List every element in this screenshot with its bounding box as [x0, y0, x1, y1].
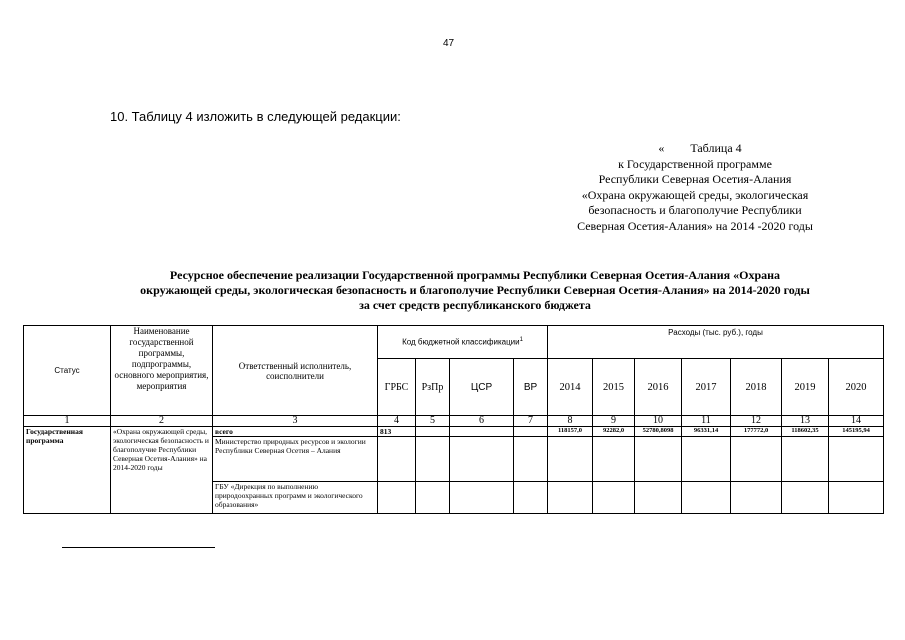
empty-cell: [514, 427, 548, 437]
header-year-2016: 2016: [635, 359, 682, 416]
value-2020: 145195,94: [829, 427, 884, 437]
empty-cell: [416, 482, 450, 514]
budget-code-label: Код бюджетной классификации: [402, 337, 520, 347]
value-2017: 96331,14: [682, 427, 731, 437]
header-grbs: ГРБС: [378, 359, 416, 416]
header-year-2018: 2018: [731, 359, 782, 416]
column-number: 9: [593, 416, 635, 427]
empty-cell: [635, 482, 682, 514]
column-number: 10: [635, 416, 682, 427]
empty-cell: [416, 427, 450, 437]
empty-cell: [593, 437, 635, 482]
value-2018: 177772,0: [731, 427, 782, 437]
header-year-2019: 2019: [782, 359, 829, 416]
empty-cell: [782, 482, 829, 514]
column-number: 5: [416, 416, 450, 427]
annex-block: [545, 141, 845, 234]
empty-cell: [682, 482, 731, 514]
row-program-name: «Охрана окружающей среды, экологическая безопасность и благополучие Республики Северная Осетия-Алания» на 2014-2020 годы: [111, 427, 213, 514]
empty-cell: [593, 482, 635, 514]
column-number: 14: [829, 416, 884, 427]
column-number: 11: [682, 416, 731, 427]
header-year-2017: 2017: [682, 359, 731, 416]
empty-cell: [378, 482, 416, 514]
instruction-text: 10. Таблицу 4 изложить в следующей редакции:: [110, 109, 401, 124]
empty-cell: [450, 427, 514, 437]
resource-table: [23, 325, 884, 514]
title-line: за счет средств республиканского бюджета: [359, 298, 591, 312]
executor-ministry: Министерство природных ресурсов и экологии Республики Северная Осетия – Алания: [213, 437, 378, 482]
empty-cell: [782, 437, 829, 482]
header-year-2015: 2015: [593, 359, 635, 416]
table-row: [24, 427, 884, 437]
value-2014: 118157,0: [548, 427, 593, 437]
executor-total-grbs: 813: [378, 427, 416, 437]
column-number: 6: [450, 416, 514, 427]
value-2015: 92282,0: [593, 427, 635, 437]
title-line: окружающей среды, экологическая безопасность и благополучие Республики Северная Осетия-Алания» на 2014-2020 годы: [140, 283, 810, 297]
header-year-2014: 2014: [548, 359, 593, 416]
value-2019: 118602,35: [782, 427, 829, 437]
empty-cell: [829, 482, 884, 514]
executor-total-label: всего: [213, 427, 378, 437]
column-number: 3: [213, 416, 378, 427]
empty-cell: [548, 482, 593, 514]
header-expenses: Расходы (тыс. руб.), годы: [548, 326, 884, 359]
header-vr: ВР: [514, 359, 548, 416]
annex-line: Республики Северная Осетия-Алания: [598, 172, 792, 186]
annex-line: безопасность и благополучие Республики: [588, 203, 802, 217]
header-rzpr: РзПр: [416, 359, 450, 416]
column-number: 2: [111, 416, 213, 427]
value-2016: 52780,8098: [635, 427, 682, 437]
column-number: 13: [782, 416, 829, 427]
annex-line: к Государственной программе: [618, 156, 772, 171]
header-responsible: Ответственный исполнитель, соисполнители: [213, 326, 378, 416]
column-number: 7: [514, 416, 548, 427]
annex-line: Северная Осетия-Алания» на 2014 -2020 годы: [577, 218, 813, 233]
empty-cell: [731, 437, 782, 482]
footnote-separator: [62, 547, 215, 548]
empty-cell: [416, 437, 450, 482]
annex-table-label: Таблица 4: [690, 141, 742, 155]
header-csr: ЦСР: [450, 359, 514, 416]
empty-cell: [829, 437, 884, 482]
column-number: 4: [378, 416, 416, 427]
empty-cell: [635, 437, 682, 482]
header-status: Статус: [24, 326, 111, 416]
empty-cell: [378, 437, 416, 482]
annex-quote: «: [658, 141, 665, 155]
empty-cell: [548, 437, 593, 482]
budget-code-footnote-mark: 1: [519, 337, 523, 344]
row-status: Государственная программа: [24, 427, 111, 514]
page-number: 47: [443, 38, 455, 49]
annex-line: «Охрана окружающей среды, экологическая: [581, 187, 809, 202]
empty-cell: [514, 482, 548, 514]
executor-directorate: ГБУ «Дирекция по выполнению природоохранных программ и экологического образования»: [213, 482, 378, 514]
empty-cell: [731, 482, 782, 514]
header-year-2020: 2020: [829, 359, 884, 416]
header-name: Наименование государственной программы, подпрограммы, основного мероприятия, мероприятия: [111, 326, 213, 416]
empty-cell: [450, 482, 514, 514]
document-title: [50, 268, 900, 313]
column-number: 8: [548, 416, 593, 427]
empty-cell: [514, 437, 548, 482]
column-number: 1: [24, 416, 111, 427]
column-number: 12: [731, 416, 782, 427]
empty-cell: [682, 437, 731, 482]
annex-heading: [545, 141, 845, 157]
header-budget-code: [378, 326, 548, 359]
empty-cell: [450, 437, 514, 482]
title-line: Ресурсное обеспечение реализации Государственной программы Республики Северная Осетия-Алания «Охрана: [169, 268, 781, 282]
